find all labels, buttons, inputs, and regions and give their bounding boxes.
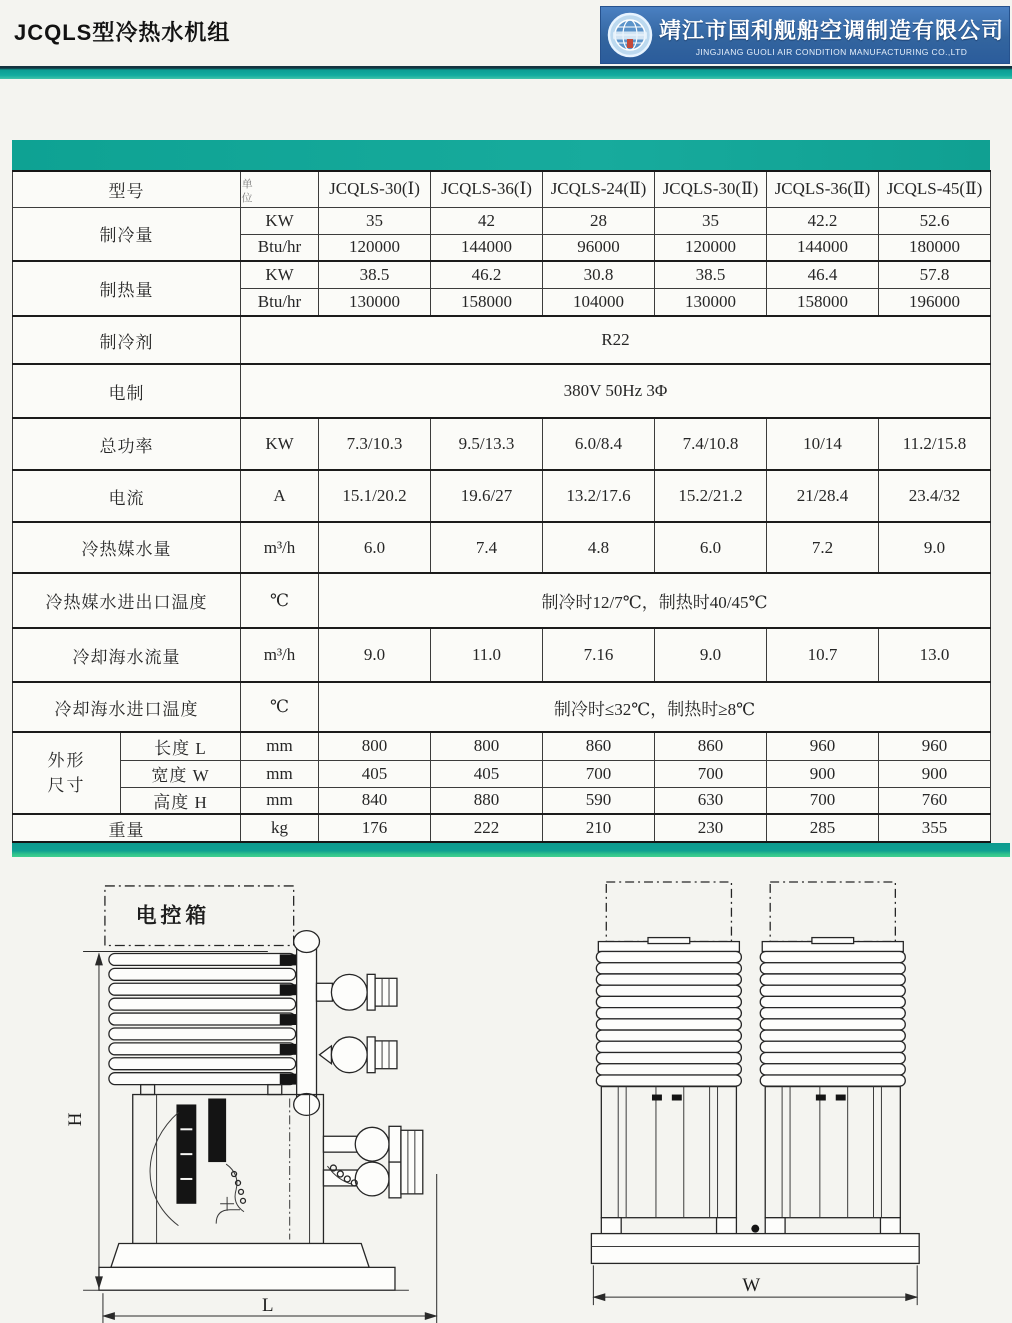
model-name: JCQLS-30(Ⅰ): [319, 171, 431, 207]
table-cell: 7.4/10.8: [655, 418, 767, 470]
table-cell: 130000: [655, 288, 767, 316]
table-cell: 120000: [319, 234, 431, 261]
table-cell: 700: [655, 760, 767, 787]
table-cell: 144000: [767, 234, 879, 261]
table-cell: 10/14: [767, 418, 879, 470]
spec-table-section: [12, 140, 990, 857]
table-row-models: [13, 171, 991, 207]
model-name: JCQLS-36(Ⅱ): [767, 171, 879, 207]
table-cell: 11.0: [431, 628, 543, 682]
unit-cell: mm: [241, 760, 319, 787]
refrigerant-value: R22: [241, 316, 991, 364]
manifold-and-valves: [294, 931, 397, 1116]
table-cell: 630: [655, 787, 767, 814]
unit-cell: mm: [241, 787, 319, 814]
table-cell: 30.8: [543, 261, 655, 288]
dimension-h: [65, 952, 103, 1289]
table-row-seawater-temp: [13, 682, 991, 732]
tower-left: [596, 882, 741, 1234]
table-cell: 222: [431, 814, 543, 842]
table-top-band: [12, 140, 990, 170]
heating-label: 制热量: [13, 261, 241, 316]
table-row-seawater-flow: [13, 628, 991, 682]
tower-right: [760, 882, 905, 1234]
table-cell: 130000: [319, 288, 431, 316]
unit-cell: kg: [241, 814, 319, 842]
dim-height-label: 高度 H: [121, 787, 241, 814]
table-cell: 42: [431, 207, 543, 234]
unit-note-vertical: 单位: [239, 177, 253, 207]
table-cell: 46.4: [767, 261, 879, 288]
table-bottom-band: [12, 843, 1010, 857]
power-supply-label: 电制: [13, 364, 241, 418]
table-cell: 176: [319, 814, 431, 842]
machine-base: [83, 1244, 409, 1291]
table-cell: 4.8: [543, 522, 655, 573]
table-cell: 9.0: [319, 628, 431, 682]
unit-cell: ℃: [241, 682, 319, 732]
table-row-current: [13, 470, 991, 522]
page-title: JCQLS型冷热水机组: [14, 20, 231, 45]
table-cell: 760: [879, 787, 991, 814]
unit-cell: KW: [241, 418, 319, 470]
table-cell: 6.0: [319, 522, 431, 573]
table-cell: 158000: [431, 288, 543, 316]
company-logo-icon: [607, 12, 653, 58]
table-cell: 15.1/20.2: [319, 470, 431, 522]
unit-cell: KW: [241, 207, 319, 234]
table-cell: 700: [767, 787, 879, 814]
table-cell: 180000: [879, 234, 991, 261]
table-cell: 38.5: [319, 261, 431, 288]
table-row-refrigerant: [13, 316, 991, 364]
table-cell: 405: [319, 760, 431, 787]
seawater-flow-label: 冷却海水流量: [13, 628, 241, 682]
table-cell: 860: [655, 732, 767, 760]
water-temp-label: 冷热媒水进出口温度: [13, 573, 241, 628]
table-cell: 285: [767, 814, 879, 842]
table-cell: 800: [319, 732, 431, 760]
table-row-power-supply: [13, 364, 991, 418]
table-cell: 6.0: [655, 522, 767, 573]
table-cell: 158000: [767, 288, 879, 316]
table-cell: 11.2/15.8: [879, 418, 991, 470]
table-cell: 21/28.4: [767, 470, 879, 522]
table-cell: 900: [879, 760, 991, 787]
dimensions-label-text: 外形尺寸: [47, 750, 86, 795]
table-row-dim-width: [13, 760, 991, 787]
table-cell: 9.5/13.3: [431, 418, 543, 470]
table-row-heating-kw: [13, 261, 991, 288]
power-supply-value: 380V 50Hz 3Φ: [241, 364, 991, 418]
seawater-temp-label: 冷却海水进口温度: [13, 682, 241, 732]
model-row-label: 型号: [13, 171, 241, 207]
table-cell: 7.2: [767, 522, 879, 573]
table-cell: 7.16: [543, 628, 655, 682]
table-cell: 590: [543, 787, 655, 814]
total-power-label: 总功率: [13, 418, 241, 470]
dim-length-label: 长度 L: [121, 732, 241, 760]
dimension-l-label: L: [262, 1295, 274, 1317]
company-name-cn: 靖江市国利舰船空调制造有限公司: [659, 17, 1005, 43]
drawing-side-view: [28, 876, 458, 1323]
dimensions-label: [13, 732, 121, 814]
dimension-h-label: H: [65, 1112, 87, 1127]
cooling-label: 制冷量: [13, 207, 241, 261]
unit-cell: A: [241, 470, 319, 522]
model-name: JCQLS-45(Ⅱ): [879, 171, 991, 207]
table-cell: 13.2/17.6: [543, 470, 655, 522]
table-cell: 700: [543, 760, 655, 787]
table-cell: 120000: [655, 234, 767, 261]
table-cell: 13.0: [879, 628, 991, 682]
drawing-front-view: [583, 876, 1012, 1323]
weight-label: 重量: [13, 814, 241, 842]
unit-cell: Btu/hr: [241, 288, 319, 316]
refrigerant-label: 制冷剂: [13, 316, 241, 364]
shared-base: [591, 1225, 919, 1264]
unit-cell: Btu/hr: [241, 234, 319, 261]
table-cell: 96000: [543, 234, 655, 261]
table-cell: 42.2: [767, 207, 879, 234]
table-cell: 57.8: [879, 261, 991, 288]
table-row-weight: [13, 814, 991, 842]
spec-table: [12, 170, 991, 843]
dimension-w-label: W: [742, 1275, 761, 1297]
company-name-block: [659, 14, 1004, 57]
seawater-temp-value: 制冷时≤32℃，制热时≥8℃: [319, 682, 991, 732]
header-divider-rule: [0, 66, 1012, 79]
table-cell: 35: [319, 207, 431, 234]
table-row-water-flow: [13, 522, 991, 573]
table-cell: 355: [879, 814, 991, 842]
dim-width-label: 宽度 W: [121, 760, 241, 787]
table-cell: 38.5: [655, 261, 767, 288]
table-cell: 900: [767, 760, 879, 787]
table-cell: 35: [655, 207, 767, 234]
unit-cell: mm: [241, 732, 319, 760]
table-cell: 144000: [431, 234, 543, 261]
unit-cell: ℃: [241, 573, 319, 628]
table-cell: 104000: [543, 288, 655, 316]
table-cell: 19.6/27: [431, 470, 543, 522]
side-pipe-fittings: [323, 1126, 422, 1198]
unit-cell: m³/h: [241, 628, 319, 682]
table-cell: 46.2: [431, 261, 543, 288]
table-cell: 210: [543, 814, 655, 842]
model-name: JCQLS-30(Ⅱ): [655, 171, 767, 207]
table-cell: 9.0: [879, 522, 991, 573]
table-cell: 52.6: [879, 207, 991, 234]
current-label: 电流: [13, 470, 241, 522]
dimension-w: [592, 1265, 918, 1305]
table-cell: 6.0/8.4: [543, 418, 655, 470]
table-row-cooling-kw: [13, 207, 991, 234]
table-cell: 23.4/32: [879, 470, 991, 522]
model-name: JCQLS-36(Ⅰ): [431, 171, 543, 207]
company-name-en: JINGJIANG GUOLI AIR CONDITION MANUFACTURING CO.,LTD: [695, 46, 968, 57]
water-temp-value: 制冷时12/7℃，制热时40/45℃: [319, 573, 991, 628]
table-cell: 9.0: [655, 628, 767, 682]
table-cell: 960: [767, 732, 879, 760]
table-row-dim-length: [13, 732, 991, 760]
table-cell: 840: [319, 787, 431, 814]
unit-cell: m³/h: [241, 522, 319, 573]
water-flow-label: 冷热媒水量: [13, 522, 241, 573]
table-cell: 15.2/21.2: [655, 470, 767, 522]
table-cell: 196000: [879, 288, 991, 316]
table-cell: 405: [431, 760, 543, 787]
company-banner: [600, 6, 1010, 64]
table-row-total-power: [13, 418, 991, 470]
table-row-water-temp: [13, 573, 991, 628]
coil-stack: [109, 953, 297, 1084]
table-cell: 7.3/10.3: [319, 418, 431, 470]
model-name: JCQLS-24(Ⅱ): [543, 171, 655, 207]
table-cell: 10.7: [767, 628, 879, 682]
table-cell: 28: [543, 207, 655, 234]
control-box-label: 电控箱: [135, 903, 211, 928]
table-cell: 960: [879, 732, 991, 760]
table-cell: 7.4: [431, 522, 543, 573]
table-cell: 230: [655, 814, 767, 842]
table-cell: 860: [543, 732, 655, 760]
table-row-dim-height: [13, 787, 991, 814]
unit-cell: KW: [241, 261, 319, 288]
table-cell: 800: [431, 732, 543, 760]
table-cell: 880: [431, 787, 543, 814]
